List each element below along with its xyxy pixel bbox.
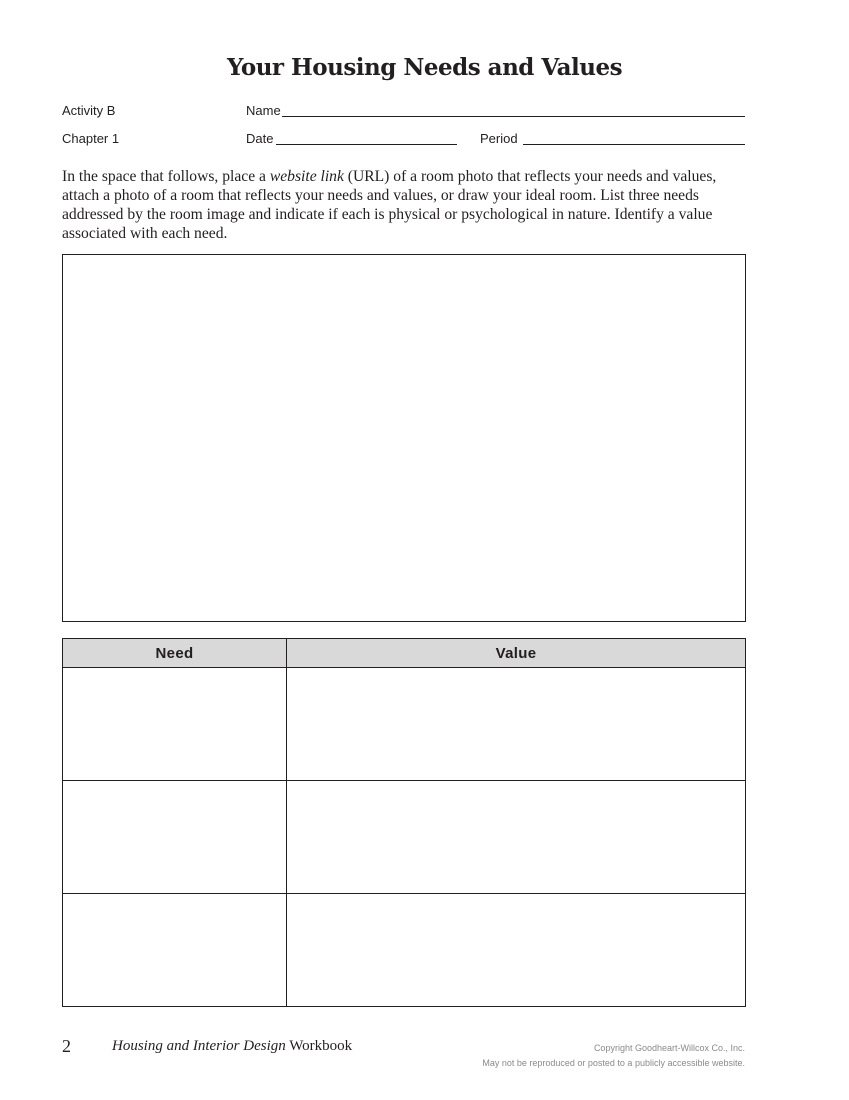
need-header: Need <box>63 639 287 668</box>
need-cell[interactable] <box>63 781 287 894</box>
value-cell[interactable] <box>287 668 746 781</box>
period-field[interactable] <box>523 132 745 145</box>
table-row <box>63 781 746 894</box>
book-title-rest: Workbook <box>285 1038 353 1054</box>
need-cell[interactable] <box>63 894 287 1007</box>
page-title: Your Housing Needs and Values <box>226 54 623 81</box>
instructions-text: In the space that follows, place a <box>62 168 270 185</box>
name-label: Name <box>246 103 281 118</box>
value-cell[interactable] <box>287 894 746 1007</box>
instructions-emphasis: website link <box>269 168 344 185</box>
name-field[interactable] <box>282 104 745 117</box>
needs-values-table <box>62 638 746 1007</box>
book-title <box>112 1038 352 1055</box>
date-label: Date <box>246 131 274 146</box>
value-header: Value <box>287 639 746 668</box>
value-cell[interactable] <box>287 781 746 894</box>
need-cell[interactable] <box>63 668 287 781</box>
table-row <box>63 668 746 781</box>
reproduction-notice: May not be reproduced or posted to a publicly accessible website. <box>482 1058 745 1068</box>
instructions <box>62 167 752 243</box>
page-number: 2 <box>62 1036 71 1056</box>
date-field[interactable] <box>276 132 457 145</box>
table-row <box>63 894 746 1007</box>
period-label: Period <box>480 131 518 146</box>
room-image-area[interactable] <box>62 254 746 622</box>
chapter-label: Chapter 1 <box>62 131 120 146</box>
instructions-text: (URL) of a room photo that reflects your needs and values, attach a photo of a room that reflects your needs and values, or draw your ideal room. List three needs addressed by the room image and indicate if each is physical or psychological in nature. Identify a value associated with each need. <box>62 168 717 242</box>
activity-label: Activity B <box>62 103 116 118</box>
copyright-notice <box>482 1041 745 1071</box>
copyright-text: Copyright Goodheart-Willcox Co., Inc. <box>593 1043 745 1053</box>
book-title-italic: Housing and Interior Design <box>112 1038 286 1054</box>
